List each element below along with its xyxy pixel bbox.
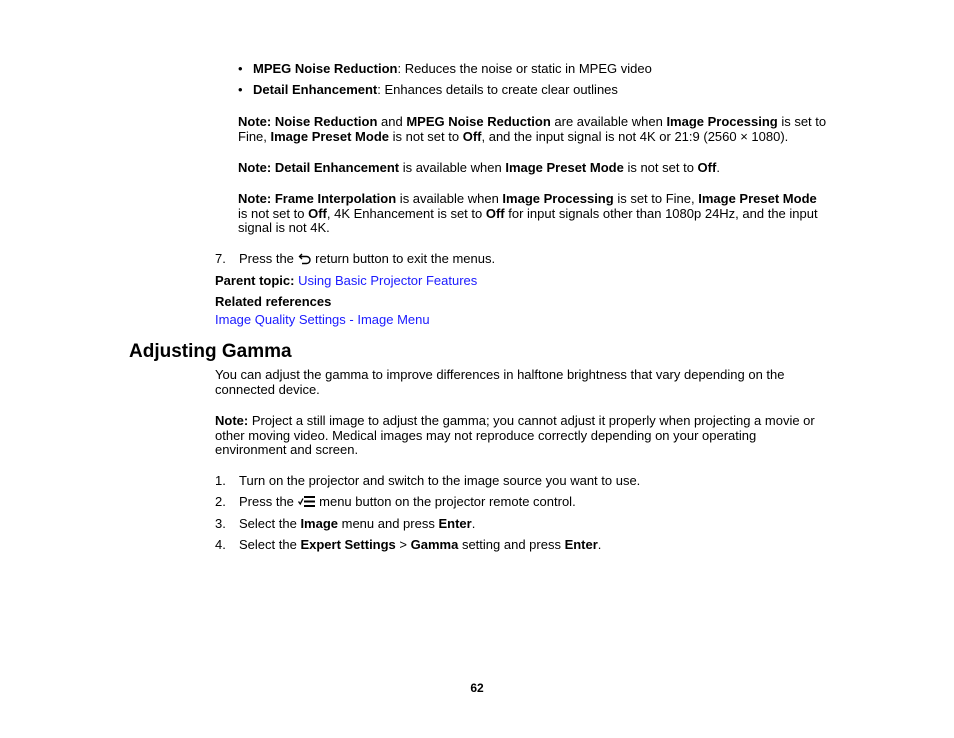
related-reference-link[interactable]: Image Quality Settings - Image Menu [215,312,430,327]
step-bold: Expert Settings [300,537,396,552]
bullet-term: MPEG Noise Reduction [253,61,398,76]
menu-icon [298,495,316,508]
step-text: Turn on the projector and switch to the image source you want to use. [239,473,641,488]
note-text: and [377,114,407,129]
note-text: is available when [396,191,503,206]
bullet-symbol: • [238,82,243,97]
note-lead: Note: Noise Reduction [238,114,378,129]
step-text: . [597,537,602,552]
section-intro: You can adjust the gamma to improve differences in halftone brightness that vary depending on the connected device. [215,367,785,397]
note-text: is available when [399,160,506,175]
parent-topic [215,274,477,289]
step-text: Press the [239,494,298,509]
note-text: , and the input signal is not 4K or 21:9 (2560 × 1080). [481,128,789,144]
note-text: is not set to [623,160,698,175]
note-lead: Note: [215,413,249,428]
note-text: . [716,160,720,175]
step-bold: Image [300,516,339,531]
note-text: for input signals other than 1080p 24Hz, and the input signal is not 4K. [238,205,818,235]
note-text: are available when [550,114,667,129]
note-bold: Off [308,205,327,221]
step-text: return button to exit the menus. [311,251,496,266]
step-bold: Enter [564,537,598,552]
note-lead: Note: Frame Interpolation [238,191,397,206]
note-bold: Image Preset Mode [270,128,390,144]
note-bold: Off [485,205,505,221]
note-text: is set to Fine, [238,114,827,144]
step-text: . [471,516,476,531]
parent-topic-link[interactable]: Using Basic Projector Features [298,273,478,288]
step-number: 2. [215,494,226,509]
note-bold: Image Preset Mode [698,191,817,206]
step-text: > [395,537,411,552]
page-number: 62 [470,681,484,695]
bullet-symbol: • [238,61,243,76]
step-text: setting and press [458,537,565,552]
related-heading-text: Related references [215,294,332,309]
note-lead: Note: Detail Enhancement [238,160,400,175]
step-text: menu and press [338,516,439,531]
bullet-desc: : Reduces the noise or static in MPEG video [397,61,652,76]
parent-topic-label: Parent topic: [215,273,295,288]
step-bold: Gamma [410,537,459,552]
note-bold: Image Processing [502,191,614,206]
note-bold: MPEG Noise Reduction [406,114,551,129]
step-text: Select the [239,516,301,531]
note-text: is not set to [389,128,463,144]
note-text: is not set to [238,205,309,221]
note-bold: Off [462,128,482,144]
return-icon [298,252,312,265]
note-bold: Image Processing [666,114,778,129]
step-text: menu button on the projector remote control. [315,494,576,509]
step-text: Press the [239,251,298,266]
step-number: 7. [215,251,226,266]
note-bold: Image Preset Mode [505,160,624,175]
section-title: Adjusting Gamma [129,341,292,362]
note-detail-enhancement [238,161,828,176]
step-number: 4. [215,537,226,552]
bullet-desc: : Enhances details to create clear outlines [377,82,618,97]
note-frame-interpolation [238,192,828,236]
step-text: Select the [239,537,301,552]
note-bold: Off [697,160,717,175]
step-bold: Enter [438,516,472,531]
note-text: is set to Fine, [613,191,699,206]
related-references-heading [215,295,331,310]
note-noise-reduction [238,115,828,144]
step-number: 1. [215,473,226,488]
note-text: , 4K Enhancement is set to [326,205,486,221]
note-text: Project a still image to adjust the gamma; you cannot adjust it properly when projecting a movie or other moving video. Medical images may not reproduce correctly depending on your operating environment and screen. [215,413,815,457]
step-number: 3. [215,516,226,531]
section-note [215,414,825,458]
bullet-term: Detail Enhancement [253,82,378,97]
